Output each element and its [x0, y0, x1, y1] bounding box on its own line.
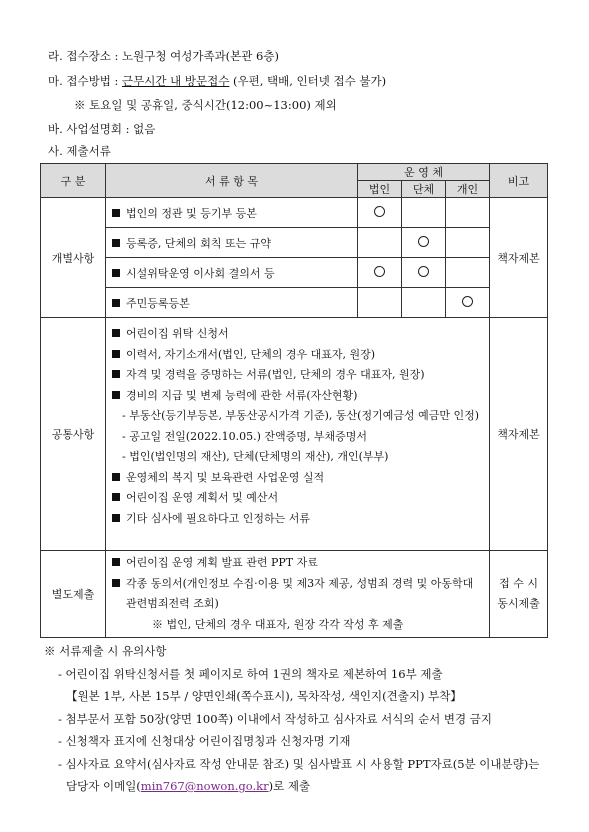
circle-mark-icon — [462, 296, 473, 307]
note-line: - 심사자료 요약서(심사자료 작성 안내문 참조) 및 심사발표 시 사용할 PPT자료(5분 이내분량)는 — [58, 756, 540, 771]
square-bullet-icon — [112, 239, 120, 247]
separate-section-label: 별도제출 — [41, 551, 106, 638]
square-bullet-icon — [112, 579, 120, 587]
square-bullet-icon — [112, 473, 120, 481]
reception-method — [48, 73, 386, 89]
square-bullet-icon — [112, 269, 120, 277]
header-corporation: 법인 — [358, 181, 402, 198]
separate-section-remark: 접 수 시 동시제출 — [490, 551, 548, 638]
square-bullet-icon — [112, 558, 120, 566]
square-bullet-icon — [112, 370, 120, 378]
list-item: 각종 동의서(개인정보 수집·이용 및 제3자 제공, 성범죄 경력 및 아동학대 — [112, 574, 489, 595]
note-line: 【원본 1부, 사본 15부 / 양면인쇄(쪽수표시), 목차작성, 색인지(견출지) 부착】 — [66, 689, 462, 703]
list-item: 자격 및 경력을 증명하는 서류(법인, 단체의 경우 대표자, 원장) — [112, 365, 489, 386]
contact-email-link[interactable]: min767@nowon.go.kr — [140, 779, 269, 793]
separate-section-items — [106, 551, 490, 638]
square-bullet-icon — [112, 350, 120, 358]
header-organization: 단체 — [402, 181, 446, 198]
individual-section-label: 개별사항 — [41, 198, 106, 318]
square-bullet-icon — [112, 391, 120, 399]
list-item: - 공고일 전일(2022.10.05.) 잔액증명, 부채증명서 — [122, 429, 368, 443]
square-bullet-icon — [112, 299, 120, 307]
square-bullet-icon — [112, 514, 120, 522]
header-remarks: 비고 — [490, 164, 548, 198]
header-category: 구 분 — [41, 164, 106, 198]
square-bullet-icon — [112, 209, 120, 217]
common-section-label: 공통사항 — [41, 318, 106, 551]
documents-heading: 사. 제출서류 — [48, 144, 111, 158]
note-line: - 첨부문서 포함 50장(양면 100쪽) 이내에서 작성하고 심사자료 서식의 순서 변경 금지 — [58, 711, 493, 726]
table-row: 시설위탁운영 이사회 결의서 등 — [106, 258, 358, 288]
circle-mark-icon — [418, 236, 429, 247]
circle-mark-icon — [418, 266, 429, 277]
list-item: 이력서, 자기소개서(법인, 단체의 경우 대표자, 원장) — [112, 345, 489, 366]
common-section-remark: 책자제본 — [490, 318, 548, 551]
list-item: 기타 심사에 필요하다고 인정하는 서류 — [112, 509, 489, 530]
circle-mark-icon — [374, 266, 385, 277]
list-item: 관련범죄전력 조회) — [126, 597, 219, 610]
briefing-session: 바. 사업설명회 : 없음 — [48, 122, 156, 136]
reception-method-note: ※ 토요일 및 공휴일, 중식시간(12:00~13:00) 제외 — [74, 98, 337, 112]
notes-title: ※ 서류제출 시 유의사항 — [44, 644, 167, 658]
note-line: - 신청책자 표지에 신청대상 어린이집명칭과 신청자명 기재 — [58, 734, 351, 748]
circle-mark-icon — [374, 206, 385, 217]
table-row: 법인의 정관 및 등기부 등본 — [106, 198, 358, 228]
common-section-items — [106, 318, 490, 551]
square-bullet-icon — [112, 329, 120, 337]
list-item: 운영체의 복지 및 보육관련 사업운영 실적 — [112, 468, 489, 489]
header-operator: 운 영 체 — [358, 164, 490, 181]
reception-place: 라. 접수장소 : 노원구청 여성가족과(본관 6층) — [48, 49, 279, 63]
documents-table — [40, 163, 548, 638]
reception-method-prefix: 마. 접수방법 : — [48, 74, 123, 88]
note-line: 담당자 이메일(min767@nowon.go.kr)로 제출 — [66, 779, 311, 793]
list-item: 어린이집 운영 계획 발표 관련 PPT 자료 — [112, 553, 489, 574]
note-line: - 어린이집 위탁신청서를 첫 페이지로 하여 1권의 책자로 제본하여 16부 제출 — [58, 666, 443, 681]
header-individual: 개인 — [446, 181, 490, 198]
square-bullet-icon — [112, 493, 120, 501]
header-items: 서 류 항 목 — [106, 164, 358, 198]
table-row: 등록증, 단체의 회칙 또는 규약 — [106, 228, 358, 258]
list-item: - 부동산(등기부등본, 부동산공시가격 기준), 동산(정기예금성 예금만 인정) — [122, 409, 480, 422]
individual-section-remark: 책자제본 — [490, 198, 548, 318]
list-item: 경비의 지급 및 변제 능력에 관한 서류(자산현황) — [112, 386, 489, 407]
reception-method-underlined: 근무시간 내 방문접수 — [122, 74, 230, 88]
list-item: 어린이집 위탁 신청서 — [112, 324, 489, 345]
reception-method-suffix: (우편, 택배, 인터넷 접수 불가) — [229, 74, 387, 88]
table-row: 주민등록등본 — [106, 288, 358, 318]
submission-notes — [44, 640, 539, 798]
list-item: 어린이집 운영 계획서 및 예산서 — [112, 488, 489, 509]
list-item: - 법인(법인명의 재산), 단체(단체명의 재산), 개인(부부) — [122, 450, 389, 463]
list-item: ※ 법인, 단체의 경우 대표자, 원장 각각 작성 후 제출 — [152, 617, 404, 631]
